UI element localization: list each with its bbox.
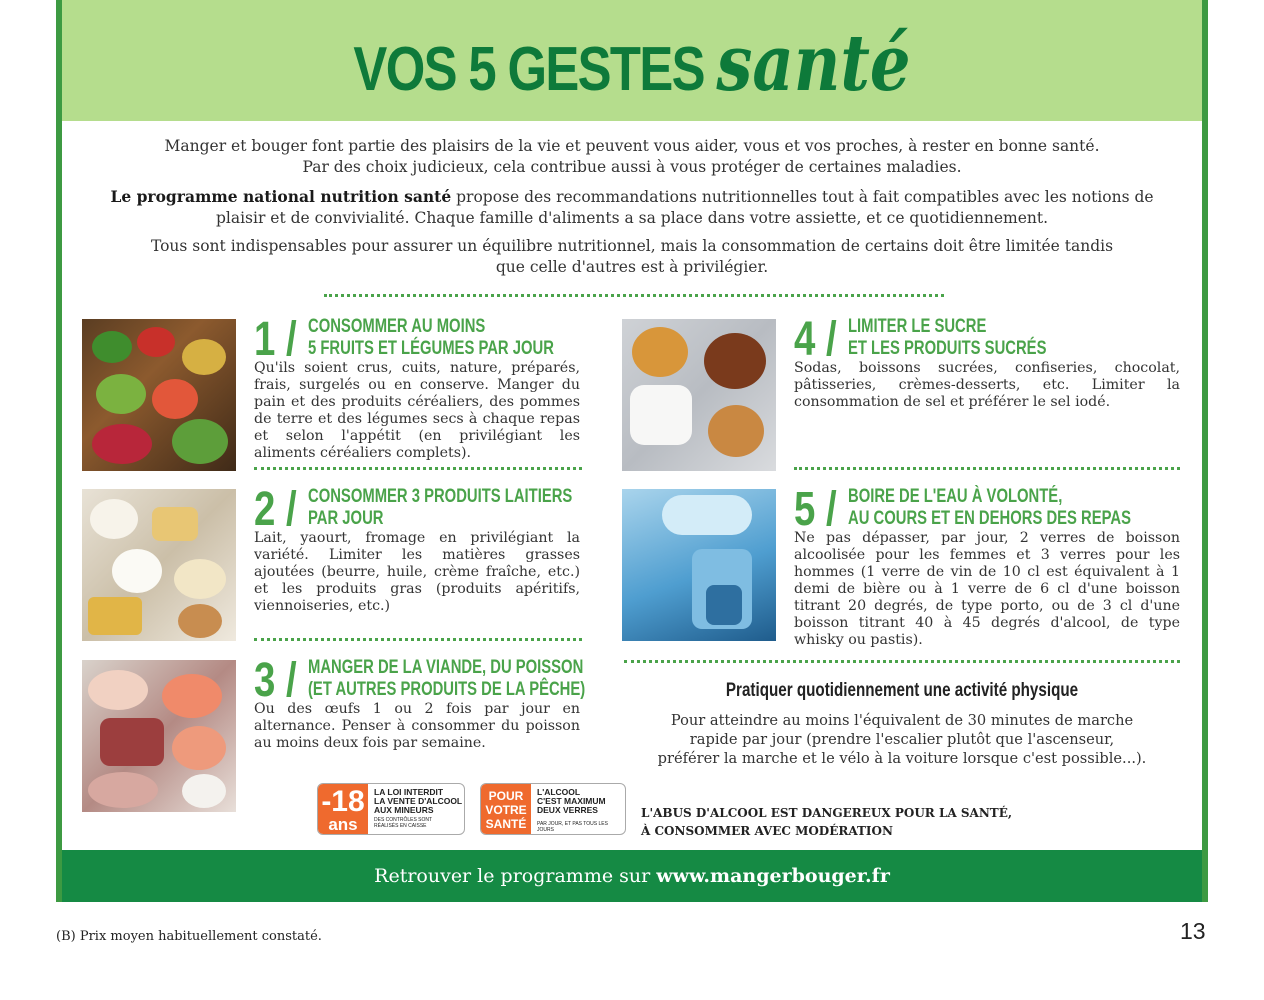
health-block: POUR VOTRE SANTÉ	[481, 784, 531, 834]
programme-name: Le programme national nutrition santé	[110, 187, 452, 206]
geste-number: 3 /	[254, 654, 297, 707]
geste-text: Ne pas dépasser, par jour, 2 verres de boisson alcoolisée pour les femmes et 3 verres pour les hommes (1 verre de vin de 10 cl est équivalent à 1 demi de bière ou à 1 verre de 6 cl d'une boisson titrant 20 degrés, de type porto, ou de 3 cl d'une boisson titrant 40 à 45 degrés d'alcool, de type whisky ou pastis).	[794, 530, 1180, 648]
geste-3	[254, 654, 586, 757]
geste-title: MANGER DE LA VIANDE, DU POISSON (ET AUTRES PRODUITS DE LA PÊCHE)	[308, 657, 586, 700]
activity-title: Pratiquer quotidiennement une activité physique	[725, 680, 1079, 701]
intro-paragraph-2	[94, 186, 1170, 229]
geste-title: CONSOMMER 3 PRODUITS LAITIERS PAR JOUR	[308, 486, 573, 529]
footer-text: Retrouver le programme sur	[374, 865, 657, 887]
geste-text: Qu'ils soient crus, cuits, nature, préparés, frais, surgelés ou en conserve. Manger du pain et des produits céréaliers, des pommes de terre et des légumes secs à chaque repas et selon l'appétit (en privilégiant les aliments céréaliers complets).	[254, 360, 580, 461]
geste-title: BOIRE DE L'EAU À VOLONTÉ, AU COURS ET EN DEHORS DES REPAS	[848, 486, 1131, 529]
intro-paragraph-3: Tous sont indispensables pour assurer un équilibre nutritionnel, mais la consommation de certains doit être limitée tandis que celle d'autres est à privilégier.	[150, 237, 1114, 276]
geste-2	[254, 483, 584, 616]
minors-alcohol-badge	[317, 783, 465, 835]
geste-number: 4 /	[794, 313, 837, 366]
geste-text: Sodas, boissons sucrées, confiseries, chocolat, pâtisseries, crèmes-desserts, etc. Limiter la consommation de sel et préférer le sel iodé.	[794, 360, 1180, 410]
geste-4	[794, 313, 1184, 426]
divider	[254, 638, 582, 641]
page-number: 13	[1180, 918, 1206, 944]
geste-title: CONSOMMER AU MOINS 5 FRUITS ET LÉGUMES PAR JOUR	[308, 316, 554, 359]
geste-number: 2 /	[254, 483, 297, 536]
health-text: L'ALCOOL C'EST MAXIMUM DEUX VERRES PAR JOUR, ET PAS TOUS LES JOURS	[537, 787, 608, 833]
activity-text: Pour atteindre au moins l'équivalent de 30 minutes de marche rapide par jour (prendre l'escalier plutôt que l'ascenseur, préférer la marche et le vélo à la voiture lorsque c'est possible...).	[657, 712, 1147, 767]
health-alcohol-badge	[480, 783, 626, 835]
programme-text: propose des recommandations nutritionnelles tout à fait compatibles avec les notions de plaisir et de convivialité. Chaque famille d'aliments a sa place dans votre assiette, et ce quotidiennement.	[215, 188, 1154, 227]
divider	[794, 467, 1180, 470]
footnote: (B) Prix moyen habituellement constaté.	[56, 929, 322, 944]
divider	[624, 660, 1180, 663]
title-script-word: santé	[716, 18, 911, 109]
sugar-photo	[622, 319, 776, 471]
geste-text: Ou des œufs 1 ou 2 fois par jour en alternance. Penser à consommer du poisson au moins deux fois par semaine.	[254, 701, 580, 751]
meat-fish-photo	[82, 660, 236, 812]
footer-band	[62, 850, 1202, 902]
geste-number: 5 /	[794, 483, 837, 536]
geste-title: LIMITER LE SUCRE ET LES PRODUITS SUCRÉS	[848, 316, 1047, 359]
geste-5	[794, 483, 1184, 648]
divider	[324, 294, 944, 297]
divider	[254, 467, 582, 470]
geste-text: Lait, yaourt, fromage en privilégiant la variété. Limiter les matières grasses ajoutées (beurre, huile, crème fraîche, etc.) et les produits gras (produits apéritifs, viennoiseries, etc.)	[254, 530, 580, 614]
minors-text: LA LOI INTERDIT LA VENTE D'ALCOOL AUX MINEURS DES CONTRÔLES SONT RÉALISÉS EN CAISSE	[374, 787, 463, 829]
intro-paragraph-1	[92, 136, 1172, 178]
alcohol-warning: L'ABUS D'ALCOOL EST DANGEREUX POUR LA SANTÉ, À CONSOMMER AVEC MODÉRATION	[641, 806, 1013, 838]
geste-number: 1 /	[254, 313, 297, 366]
nutrition-panel	[56, 0, 1208, 902]
water-photo	[622, 489, 776, 641]
dairy-photo	[82, 489, 236, 641]
title-main: VOS 5 GESTES	[353, 35, 704, 104]
intro-line: Manger et bouger font partie des plaisirs de la vie et peuvent vous aider, vous et vos proches, à rester en bonne santé.	[164, 137, 1100, 155]
minors-age-block: -18 ans	[318, 784, 368, 834]
geste-1	[254, 313, 584, 466]
header-band	[62, 0, 1202, 121]
fruits-vegetables-photo	[82, 319, 236, 471]
website-link[interactable]: www.mangerbouger.fr	[656, 865, 890, 887]
page-title	[165, 18, 1100, 109]
intro-line: Par des choix judicieux, cela contribue aussi à vous protéger de certaines maladies.	[302, 158, 962, 176]
